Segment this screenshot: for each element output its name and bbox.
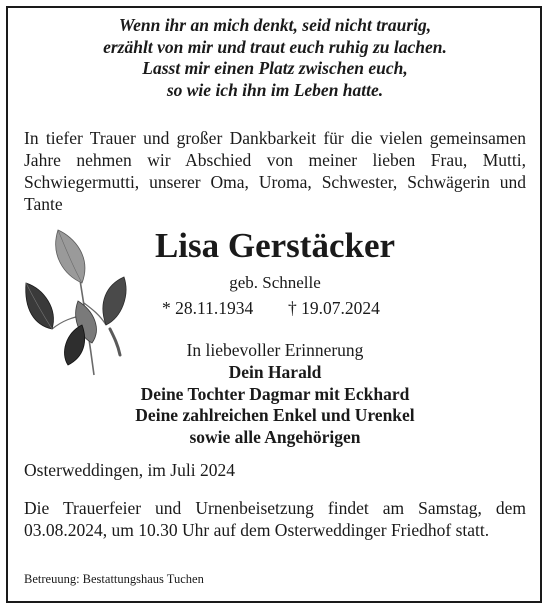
mourner-line: Deine Tochter Dagmar mit Eckhard [140, 383, 410, 404]
memorial-poem [0, 15, 550, 101]
death-date: † 19.07.2024 [288, 298, 380, 318]
intro-paragraph: In tiefer Trauer und großer Dankbarkeit für die vielen gemeinsamen Jahre nehmen wir Abschied von meiner lieben Frau, Mutti, Schwiegermutti, unserer Oma, Uroma, Schwester, Schwägerin und Tante [24, 128, 526, 214]
remembrance-line: In liebevoller Erinnerung [186, 340, 364, 360]
mourner-line: sowie alle Angehörigen [189, 427, 361, 448]
deceased-name: Lisa Gerstäcker [154, 226, 396, 265]
mourners-list [100, 340, 450, 449]
mourner-line: Dein Harald [228, 361, 322, 382]
poem-line: Wenn ihr an mich denkt, seid nicht traurig, [118, 15, 432, 35]
maiden-name: geb. Schnelle [229, 273, 321, 292]
birth-date: * 28.11.1934 [162, 298, 254, 318]
funeral-home-credit: Betreuung: Bestattungshaus Tuchen [24, 572, 204, 586]
poem-line: erzählt von mir und traut euch ruhig zu lachen. [103, 36, 447, 57]
poem-line: Lasst mir einen Platz zwischen euch, [142, 58, 408, 78]
life-dates [162, 297, 392, 319]
place-and-date: Osterweddingen, im Juli 2024 [24, 460, 235, 480]
mourner-line: Deine zahlreichen Enkel und Urenkel [135, 405, 415, 426]
poem-line: so wie ich ihn im Leben hatte. [166, 79, 384, 100]
funeral-service-info: Die Trauerfeier und Urnenbeisetzung findet am Samstag, dem 03.08.2024, um 10.30 Uhr auf dem Osterweddinger Friedhof statt. [24, 498, 526, 540]
